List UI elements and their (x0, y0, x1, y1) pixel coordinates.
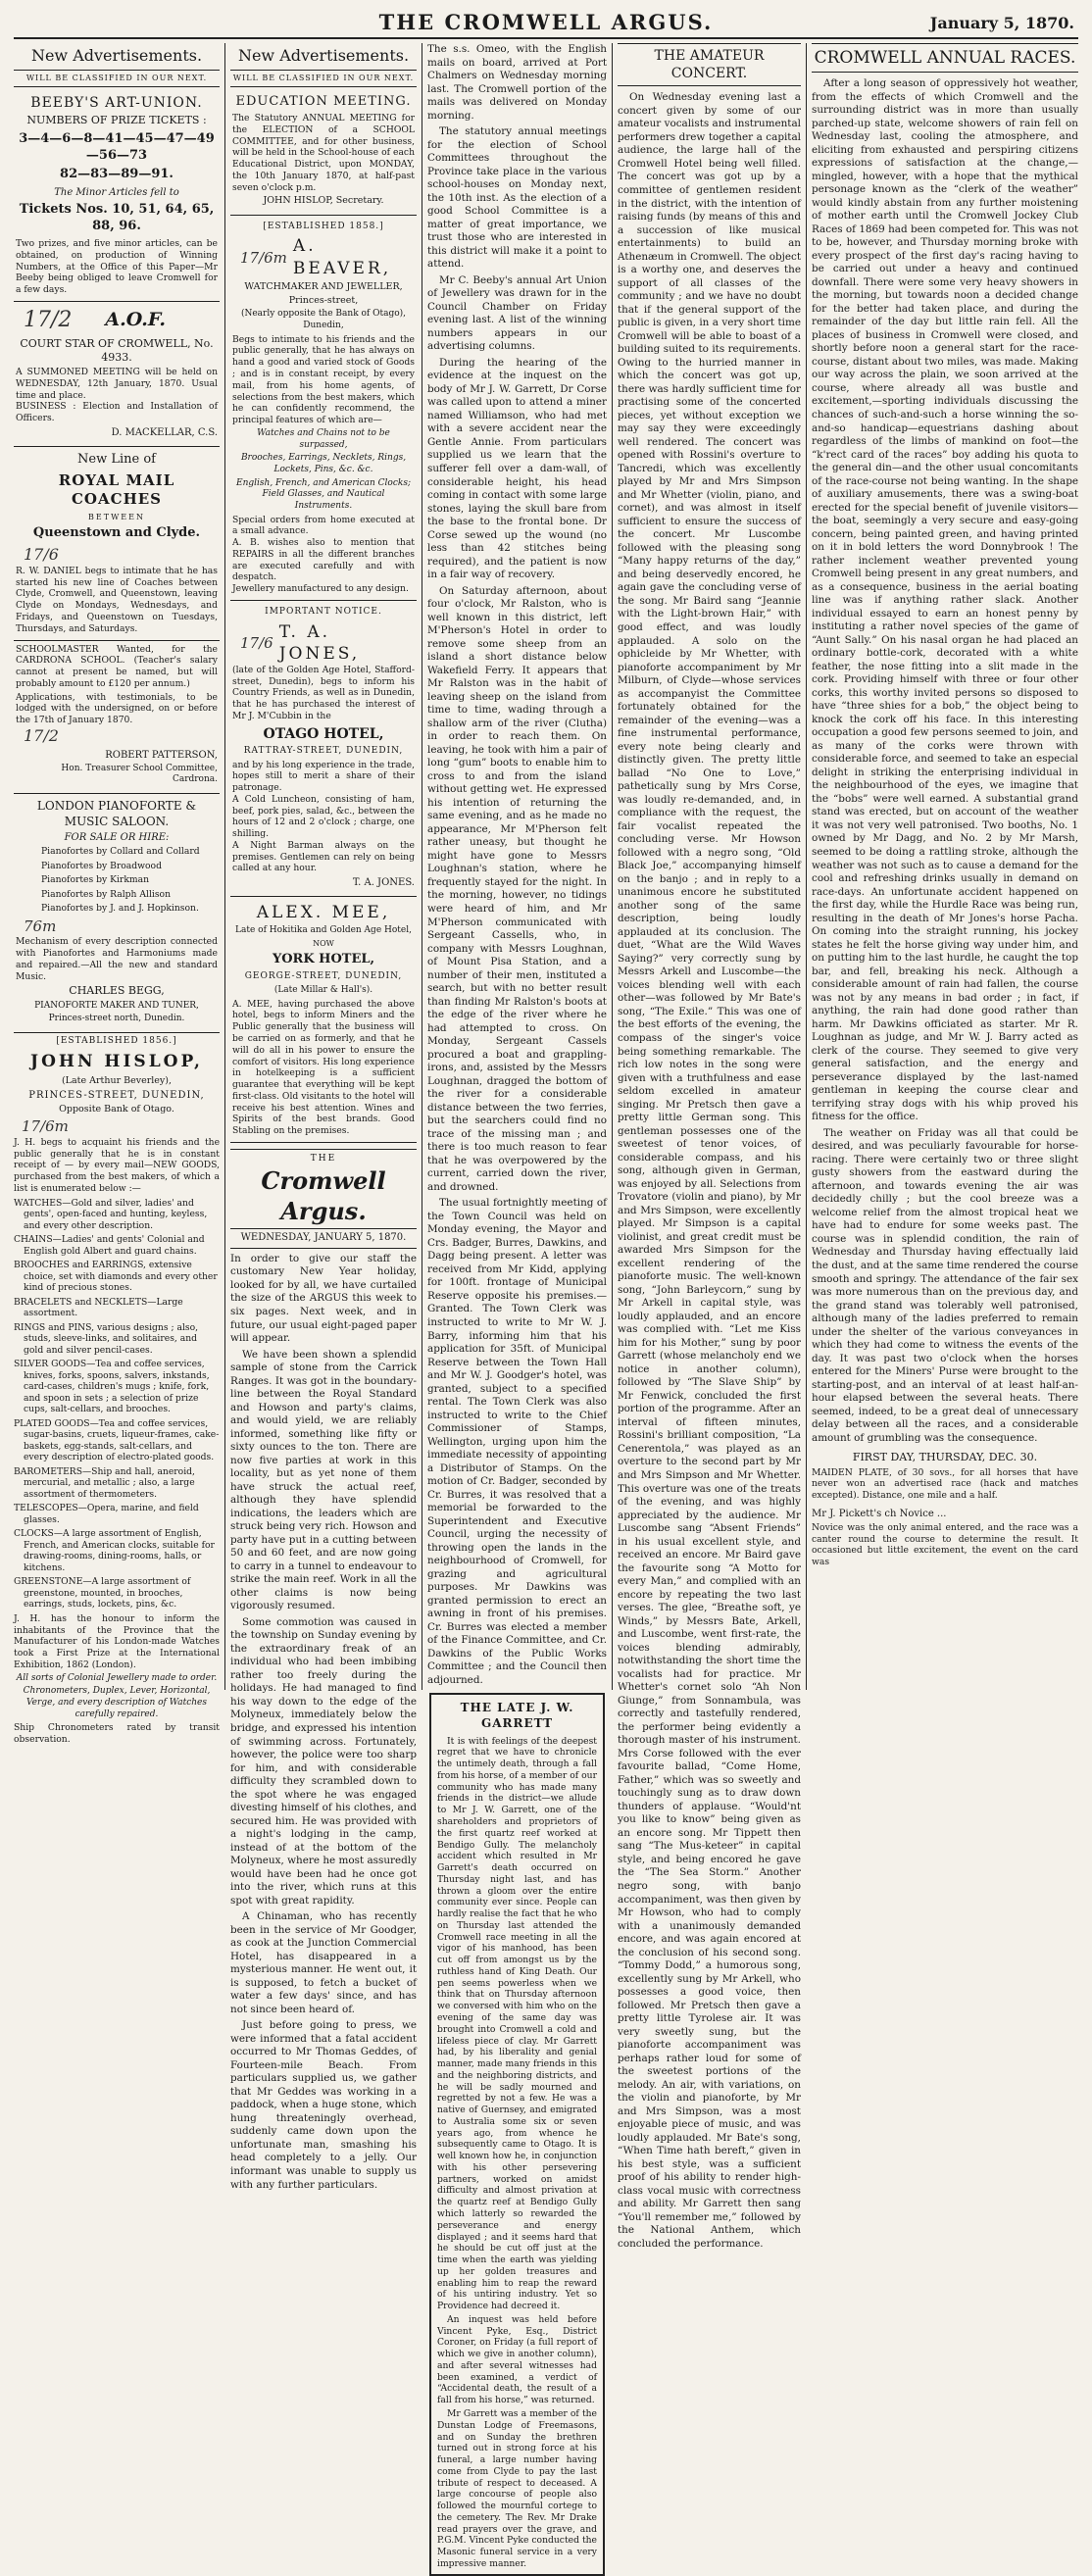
list-item: RINGS and PINS, various designs ; also, studs, sleeve-links, and solitaires, and gold and silver pencil-cases. (14, 1321, 199, 1356)
winning-numbers: 82—83—89—91. (60, 167, 174, 182)
ad-item: Brooches, Earrings, Necklets, Rings, Lockets, Pins, &c. &c. (240, 453, 407, 474)
column-rule (224, 43, 225, 1690)
race-result: Novice was the only animal entered, and the race was a canter round the course to determine the result. It occasioned but little excitement, the event on the card was (812, 1521, 1078, 1568)
ad-item: Watches and Chains not to be surpassed, (257, 427, 390, 450)
ad-near: (Nearly opposite the Bank of Otago), Dunedin, (240, 309, 407, 331)
handwritten-note: 17/2 (24, 307, 73, 332)
ad-signature: Hon. Treasurer School Committee, Cardrona. (61, 763, 218, 785)
ad-title: BEEBY'S ART-UNION. (30, 95, 203, 112)
ad-established: [ESTABLISHED 1856.] (56, 1035, 177, 1046)
ad-opposite: Opposite Bank of Otago. (59, 1104, 174, 1115)
race-entry: Mr J. Pickett's ch Novice ... (812, 1508, 947, 1519)
jones-ad (230, 601, 417, 897)
list-item: SILVER GOODS—Tea and coffee services, knives, forks, spoons, salvers, inkstands, card-cases, children's mugs ; knife, fork, and spoon in sets ; a selection of prize cups, salt-cellars, and brooches. (14, 1359, 210, 1415)
ad-title: JOHN HISLOP, (30, 1051, 203, 1071)
london-pianoforte-ad (14, 794, 220, 1033)
column-1 (14, 43, 220, 1746)
ad-title: ALEX. MEE, (256, 903, 391, 923)
race-description: MAIDEN PLATE, of 30 sovs., for all horses that have never won an advertised race (hack and matches excepted). Distance, one mile and a half. (812, 1466, 1078, 1502)
ad-body: Jewellery manufactured to any design. (232, 583, 409, 595)
list-item: Pianofortes by Broadwood (41, 860, 162, 871)
editorial-paragraph: We have been shown a splendid sample of stone from the Carrick Ranges. It was got in the boundary-line between the Royal Standard and Howson and party's claims, and would yield, we are reliably informed, something like fifty or sixty ounces to the ton. There are now five parties at work in this locality, but as yet none of them have struck the actual reef, although they have splendid indications, the leaders which are struck being very rich. Howson and party have put in a cutting between 50 and 60 feet, and are now going to carry in a tunnel to endeavour to strike the main reef. Work in all the other claims is now being vigorously resumed. (230, 1348, 417, 1612)
winning-numbers: 3—4—6—8—41—45—47—49—56—73 (19, 130, 215, 163)
column-header: New Advertisements. (230, 43, 417, 71)
article-title: THE AMATEUR CONCERT. (618, 43, 801, 86)
beeby-art-union-ad (14, 91, 220, 302)
list-item: Pianofortes by Ralph Allison (41, 888, 172, 900)
list-item: WATCHES—Gold and silver, ladies' and gents', open-faced and hunting, keyless, and every other description. (14, 1197, 208, 1231)
column-subheader: WILL BE CLASSIFIED IN OUR NEXT. (230, 71, 417, 87)
news-paragraph: Mr C. Beeby's annual Art Union of Jewellery was drawn for in the Council Chamber on Friday evening last. A list of the winning numbers appears in our advertising columns. (427, 273, 607, 353)
ad-body: R. W. DANIEL begs to intimate that he has started his new line of Coaches between Clyde, Cromwell, and Queenstown, leaving Clyde on Mondays, Wednesdays, and Fridays, and Queenstown on Tuesdays, Thursdays, and Saturdays. (16, 565, 218, 634)
list-item: BAROMETERS—Ship and hall, aneroid, mercurial, and metallic ; also, a large assortment of thermometers. (14, 1465, 195, 1500)
ad-body: Two prizes, and five minor articles, can be obtained, on production of Winning Numbers, at the Office of this Paper—Mr Beeby being obliged to leave Cromwell for a few days. (16, 238, 218, 296)
handwritten-note: 17/6m (22, 1117, 69, 1136)
news-paragraph: The statutory annual meetings for the election of School Committees throughout the Province take place in the various school-houses on Monday next, the 10th inst. As the election of a good School Committee is a matter of great importance, we trust those who are interested in this district will make it a point to attend. (427, 125, 607, 271)
ad-made: All sorts of Colonial Jewellery made to order. (16, 1672, 218, 1683)
ad-item: English, French, and American Clocks; Field Glasses, and Nautical Instruments. (236, 477, 411, 511)
publication-date: WEDNESDAY, JANUARY 5, 1870. (230, 1228, 417, 1244)
ad-body: Mechanism of every description connected with Pianofortes and Harmoniums made and repaired.—All the new and standard Music. (16, 936, 218, 982)
publication-the: THE (310, 1153, 337, 1164)
ad-body: J. H. begs to acquaint his friends and the public generally that he is in constant receipt of — by every mail—NEW GOODS, purchased from the best makers, of which a list is enumerated below :— (14, 1136, 220, 1195)
ad-ship: Ship Chronometers rated by transit observation. (14, 1722, 220, 1746)
ad-chrono: Chronometers, Duplex, Lever, Horizontal, Verge, and every description of Watches carefully repaired. (23, 1686, 211, 1719)
list-item: TELESCOPES—Opera, marine, and field glasses. (14, 1503, 199, 1525)
ad-now: NOW (313, 939, 334, 949)
ad-body: A Cold Luncheon, consisting of ham, beef, pork pies, salad, &c., between the hours of 12 and 2 o'clock ; charge, one shilling. (232, 793, 415, 840)
race-day-heading: FIRST DAY, THURSDAY, DEC. 30. (852, 1451, 1038, 1464)
ad-street: RATTRAY-STREET, DUNEDIN, (243, 745, 404, 756)
races-paragraph: After a long season of oppressively hot weather, from the effects of which Cromwell and the surrounding district was in more than usually parched-up state, welcome showers of rain fell on Wednesday last, cooling the atmosphere, and eliciting from exhausted and perspiring citizens expressions of satisfaction at the change,—mingled, however, with a hope that the mythical personage known as the “clerk of the weather” would kindly abstain from any further moistening of mother earth until the Cromwell Jockey Club Races of 1869 had been competed for. This was not to be, however, and Thursday morning broke with every prospect of the first day's racing having to be carried out under a heavy and continued downfall. There were some very heavy showers in the morning, but towards noon a decided change for the better had taken place, and during the remainder of the day but little rain fell. All the places of business in Cromwell were closed, and shortly before noon a general start for the race-course, distant about two miles, was made. Making our way across the plain, we soon arrived at the course, where already all was bustle and excitement,—sporting individuals discussing the chances of such-and-such a horse winning the so-and-so handicap—equestrians dashing about regardless of the limbs of mankind on foot—the “k'rect card of the races” boy adding his quota to the general din—and the other usual concomitants of the race-course not being wanting. In the shape of auxiliary amusements, there was a swing-boat erected for the special benefit of juvenile visitors—the boat, seemingly a very secure and easy-going concern, being painted green, and having printed on it in bold letters the word Donnybrook ! The rather inclement weather prevented young Cromwell being present in any great numbers, and as a consequence, business in the aerial boating line was if anything rather slack. Another individual essayed to earn an honest penny by instituting a rather novel species of the game of “Aunt Sally.” On his nasal organ he had placed an ordinary bottle-cork, decorated with a white feather, the nose fitting into a slit made in the cork. Providing himself with three or four other corks, this worthy invited persons so disposed to have “three shies for a bob,” the object being to knock the cork off his face. In this interesting occupation a good few persons seemed to join, and as many of the corks were thrown with considerable force, and seemed to take an especial delight in striking the enterprising individual in the neighbourhood of the eyes, we imagine that the “bobs” were well earned. A substantial grand stand was erected, but on account of the weather it was not very well patronised. Two booths, No. 1 owned by Mr Dagg, and No. 2 by Mr Marsh, seemed to be doing a rattling stroke, although the weather was not such as to cause a demand for the cool and refreshing drinks usually in demand on race-days. An unfortunate accident happened on the first day, while the Hurdle Race was being run, resulting in the death of Mr Jones's horse Pacha. On coming into the straight running, his jockey states he felt the horse giving way under him, and on putting him to the last hurdle, he caught the top bar, and fell, breaking his neck. Although a considerable amount of rain had fallen, the course was not by any means in bad order ; in fact, if anything, the rain had done good rather than harm. Mr Dawkins officiated as starter. Mr R. Loughnan as judge, and Mr W. J. Barry acted as clerk of the course. They seemed to give very general satisfaction, and the energy and perseverance displayed by the last-named gentleman in keeping the course clear and terrifying stray dogs with his whip proved his fitness for the office. (812, 77, 1078, 1123)
ad-body: A Night Barman always on the premises. Gentlemen can rely on being called at any hour. (232, 839, 415, 874)
ad-late: (Late Millar & Hall's). (273, 985, 373, 995)
numbers-label: NUMBERS OF PRIZE TICKETS : (26, 114, 207, 127)
ad-title: A. BEAVER, (292, 236, 392, 278)
column-rule (806, 43, 807, 1690)
column-rule (612, 43, 613, 1690)
obituary-paragraph: Mr Garrett was a member of the Dunstan Lodge of Freemasons, and on Sunday the brethren turned out in strong force at his funeral, a large number having come from Clyde to pay the last tribute of respect to deceased. A large concourse of people also followed the mournful cortege to the cemetery. The Rev. Mr Drake read prayers over the grave, and P.G.M. Vincent Pyke conducted the Masonic funeral service in a very impressive manner. (437, 2408, 597, 2569)
news-paragraph: During the hearing of the evidence at the inquest on the body of Mr J. W. Garrett, Dr Corse was called upon to attend a miner named Williamson, who had met with a severe accident near the Gentle Annie. From particulars supplied us we learn that the sufferer fell over a dam-wall, of considerable height, his head coming in contact with some large stones, laying the skull bare from the base to the frontal bone. Dr Corse sewed up the wound (no less than 42 stitches being required), and the patient is now in a fair way of recovery. (427, 356, 607, 581)
concert-paragraph: On Wednesday evening last a concert given by some of our amateur vocalists and instrumental performers drew together a capital audience, the large hall of the Cromwell Hotel being well filled. The concert was got up by a committee of gentlemen resident in the district, with the intention of raising funds (by means of this and a succession of like musical entertainments) to build an Athenæum in Cromwell. The object is a worthy one, and deserves the support of all classes of the community ; and we have no doubt that if the general support of the public is given, in a very short time Cromwell will be able to boast of a building suited to its requirements. Owing to the hurried manner in which the concert was got up, there was hardly sufficient time for practising some of the concerted pieces, yet without exception we may say they were exceedingly well rendered. The concert was opened with Rossini's overture to Tancredi, which was excellently played by Mr and Mrs Simpson and Mr Whetter (violin, piano, and cornet), and was almost in itself sufficient to ensure the success of the concert. Mr Luscombe followed with the pleasing song “Many happy returns of the day,” and being deservedly encored, he again gave the concluding verse of the song. Mr Baird sang “Jeannie with the Light-brown Hair,” with good effect, and was loudly applauded. A solo on the ophicleide by Mr Whetter, with pianoforte accompaniment by Mr Milburn, of Clyde—whose services as accompanyist the Committee fortunately obtained for the remainder of the evening—was a fine instrumental performance, every note being clearly and distinctly given. The pretty little ballad “No One to Love,” pathetically sung by Mrs Corse, was loudly re-demanded, and, in compliance with the request, the fair vocalist repeated the concluding verse. Mr Howson followed with a negro song, “Old Black Joe,” accompanying himself on the banjo ; and in reply to a unanimous encore he substituted another song of the same description, being loudly applauded at its conclusion. The duet, “What are the Wild Waves Saying?” very correctly sung by Messrs Arkell and Luscombe—the voices blending well with each other—was followed by Mr Bate's song, “The Exile.” This was one of the best efforts of the evening, the compass of the singer's voice being something remarkable. The rich low notes in the song were given with a truthfulness and ease seldom excelled in amateur singing. Mr Pretsch then gave a pretty little German song. This gentleman possesses one of the sweetest of tenor voices, of considerable compass, and his song, although given in German, was enjoyed by all. Selections from Trovatore (violin and piano), by Mr and Mrs Simpson, were excellently played. Mr Simpson is a capital violinist, and great credit must be awarded Mrs Simpson for the excellent rendering of the pianoforte music. The well-known song, “John Barleycorn,” sung by Mr Arkell in capital style, was loudly applauded, and an encore was complied with. “Let me Kiss him for his Mother,” sung by poor Garrett (whose melancholy end we notice in another column), followed by “The Slave Ship” by Mr Fenwick, concluded the first portion of the programme. After an interval of fifteen minutes, Rossini's brilliant composition, “La Cenerentola,” was played as an overture to the second part by Mr and Mrs Simpson and Mr Whetter. This overture was one of the treats of the evening, and was highly appreciated by the audience. Mr Luscombe sang “Absent Friends” in his usual excellent style, and received an encore. Mr Baird gave the favourite song “A Motto for every Man,” and complied with an encore by repeating the two last verses. The glee, “Breathe soft, ye Winds,” by Messrs Bate, Arkell, and Luscombe, went first-rate, the voices blending admirably, notwithstanding the short time the vocalists had for practice. Mr Whetter's cornet solo “Ah Non Giunge,” from Sonnambula, was correctly and tastefully rendered, the performer being evidently a thorough master of his instrument. Mrs Corse followed with the ever favourite ballad, “Come Home, Father,” which was so sweetly and touchingly sung as to draw down thunders of applause. “Would'nt you like to know” being given as an encore song. Mr Tippett then sang “The Mus-keteer” in capital style, and being encored he gave the “The Sea Storm.” Another negro song, with banjo accompaniment, was then given by Mr Howson, who had to comply with a unanimously demanded encore, and was again encored at the conclusion of his second song. “Tommy Dodd,” a humorous song, excellently sung by Mr Arkell, who possesses a good voice, then followed. Mr Pretsch then gave a pretty little Tyrolese air. It was very sweetly sung, but the pianoforte accompaniment was perhaps rather loud for some of the sweetest portions of the melody. An air, with variations, on the violin and pianoforte, by Mr and Mrs Simpson, was a most enjoyable piece of music, and was loudly applauded. Mr Bate's song, “When Time hath bereft,” given in his best style, was a sufficient proof of his ability to render high-class vocal music with correctness and ability. Mr Garrett then sang “You'll remember me,” followed by the National Anthem, which concluded the performance. (618, 91, 801, 2250)
editorial-paragraph: A Chinaman, who has recently been in the service of Mr Goodger, as cook at the Junction Commercial Hotel, has disappeared in a mysterious manner. He went out, it is supposed, to fetch a bucket of water a few days' since, and has not since been heard of. (230, 1910, 417, 2015)
news-paragraph: The usual fortnightly meeting of the Town Council was held on Monday evening, the Mayor and Crs. Badger, Burres, Dawkins, and Dagg being present. A letter was received from Mr Kidd, applying for 100ft. frontage of Municipal Reserve opposite his premises.—Granted. The Town Clerk was instructed to write to Mr W. J. Barry, informing him that his application for 35ft. of Municipal Reserve between the Town Hall and Mr W. J. Goodger's hotel, was granted, subject to a specified rental. The Town Clerk was also instructed to write to the Chief Commissioner of Stamps, Wellington, urging upon him the immediate necessity of appointing a Distributor of Stamps. On the motion of Cr. Badger, seconded by Cr. Burres, it was resolved that a memorial be forwarded to the Superintendent and Executive Council, urging the necessity of throwing open the lands in the neighbourhood of Cromwell, for grazing and agricultural purposes. Mr Dawkins was granted permission to erect an awning in front of his premises. Cr. Burres was elected a member of the Finance Committee, and Cr. Dawkins of the Public Works Committee ; and the Council then adjourned. (427, 1197, 607, 1686)
column-2 (230, 43, 417, 2191)
aof-ad (14, 302, 220, 447)
aof-emblem: A.O.F. (105, 308, 167, 330)
column-4 (618, 43, 801, 2250)
ad-hotel: OTAGO HOTEL, (263, 725, 384, 742)
list-item: CHAINS—Ladies' and gents' Colonial and English gold Albert and guard chains. (14, 1234, 205, 1257)
ad-street: PRINCES-STREET, DUNEDIN, (28, 1090, 205, 1102)
ad-body: Applications, with testimonials, to be lodged with the undersigned, on or before the 17th of January 1870. (16, 691, 218, 726)
list-item: CLOCKS—A large assortment of English, French, and American clocks, suitable for drawing-rooms, dining-rooms, halls, or kitchens. (14, 1528, 215, 1573)
news-paragraph: On Saturday afternoon, about four o'clock, Mr Ralston, who is well known in this district, left M'Pherson's Hotel in order to remove some sheep from an island a short distance below Wakefield Ferry. It appears that Mr Ralston was in the habit of leaving sheep on the island from time to time, wading through a shallow arm of the river (Clutha) in order to reach them. On leaving, he took with him a pair of long “gum” boots to enable him to cross to and from the island without getting wet. He expressed his intention of returning the same evening, and as he made no appearance, Mr M'Pherson felt rather uneasy, but thought he might have gone to Messrs Loughnan's station, where he frequently stayed for the night. In the morning, however, no tidings were heard of him, and Mr M'Pherson communicated with Sergeant Cassells, who, in company with Messrs Loughnan, of Mount Pisa Station, and a number of their men, instituted a search, but with no better result than finding Mr Ralston's boots at the edge of the river where he had attempted to cross. On Monday, Sergeant Cassels procured a boat and grappling-irons, and, assisted by the Messrs Loughnan, dragged the bottom of the river for a considerable distance between the two ferries, but the searchers could find no trace of the missing man ; and there is too much reason to fear that he was overpowered by the current, carried down the river, and drowned. (427, 584, 607, 1193)
ad-title: ROYAL MAIL COACHES (58, 471, 175, 509)
minor-articles: The Minor Articles fell to (54, 187, 179, 199)
news-paragraph: The s.s. Omeo, with the English mails on board, arrived at Port Chalmers on Wednesday morning last. The Cromwell portion of the mails was delivered on Monday morning. (427, 43, 607, 122)
list-item: Pianofortes by Collard and Collard (41, 846, 200, 858)
handwritten-note: 17/2 (24, 725, 59, 745)
ad-established: [ESTABLISHED 1858.] (263, 221, 384, 231)
court-name: COURT STAR OF CROMWELL, No. 4933. (20, 336, 214, 364)
ad-body: Special orders from home executed at a small advance. (232, 514, 415, 537)
obituary-title: THE LATE J. W. GARRETT (460, 1701, 574, 1731)
masthead-date: January 5, 1870. (929, 14, 1074, 32)
ad-signature: D. MACKELLAR, C.S. (111, 426, 218, 438)
handwritten-note: 17/6 (240, 634, 273, 653)
editorial-paragraph: Just before going to press, we were informed that a fatal accident occurred to Mr Thomas Geddes, of Fourteen-mile Beach. From particulars supplied us, we gather that Mr Geddes was working in a paddock, when a huge stone, which hung threateningly overhead, suddenly came down upon the unfortunate man, smashing his head completely to a jelly. Our informant was unable to supply us with any further particulars. (230, 2019, 417, 2191)
list-item: BROOCHES and EARRINGS, extensive choice, set with diamonds and every other kind of precious stones. (14, 1260, 218, 1294)
education-meeting-ad (230, 91, 417, 216)
ad-route: Queenstown and Clyde. (32, 525, 201, 541)
handwritten-note: 17/6m (240, 248, 287, 267)
ad-signature: CHARLES BEGG, (69, 984, 165, 998)
ad-trade: WATCHMAKER AND JEWELLER, (244, 280, 403, 292)
ad-body: (late of the Golden Age Hotel, Stafford-street, Dunedin), begs to inform his Country Friends, as well as in Dunedin, that he has purchased the interest of Mr J. M'Cubbin in the (232, 664, 415, 721)
ad-title: T. A. JONES, (278, 621, 361, 664)
ad-body: A SUMMONED MEETING will be held on WEDNESDAY, 12th January, 1870. Usual time and place. (16, 367, 218, 401)
ad-signature: ROBERT PATTERSON, (105, 749, 218, 761)
ad-signature: T. A. JONES. (352, 877, 415, 889)
beaver-ad (230, 216, 417, 601)
ad-signature: Princes-street north, Dunedin. (48, 1014, 185, 1024)
minor-tickets: Tickets Nos. 10, 51, 64, 65, 88, 96. (19, 202, 215, 234)
ad-body: and by his long experience in the trade, hopes still to merit a share of their patronage. (232, 759, 415, 794)
hislop-ad (14, 1036, 220, 1746)
ad-business: BUSINESS : Election and Installation of Officers. (16, 401, 218, 424)
column-3 (427, 43, 607, 2569)
handwritten-note: 76m (24, 916, 57, 935)
obituary-paragraph: An inquest was held before Vincent Pyke, Esq., District Coroner, on Friday (a full report of which we give in another column), and after several witnesses had been examined, a verdict of “Accidental death, the result of a fall from his horse,” was returned. (437, 2313, 597, 2406)
editorial-paragraph: In order to give our staff the customary New Year holiday, looked for by all, we have curtailed the size of the ARGUS this week to six pages. Next week, and in future, our usual eight-paged paper will appear. (230, 1252, 417, 1345)
ad-honour: J. H. has the honour to inform the inhabitants of the Province that the Manufacturer of his London-made Watches took a First Prize at the International Exhibition, 1862 (London). (14, 1612, 220, 1670)
royal-mail-coaches-ad (14, 447, 220, 641)
races-paragraph: The weather on Friday was all that could be desired, and was peculiarly favourable for horse-racing. There were certainly two or three slight gusty showers from the eastward during the afternoon, and towards evening the air was decidedly chilly ; but the cool breeze was a welcome relief from the almost tropical heat we have had to endure for some weeks past. The course was in splendid condition, the rain of Wednesday and Thursday having effectually laid the dust, and at the same time rendered the course smooth and springy. The attendance of the fair sex was more numerous than on the previous day, and the grand stand was tolerably well patronised, although many of the ladies preferred to remain under the shelter of the various conveyances in which they had come to witness the events of the day. It was past two o'clock when the horses entered for the Miners' Purse were brought to the starting-post, and an interval of at least half-an-hour elapsed between the several heats. There seemed, indeed, to be a great deal of unnecessary delay between all the races, and a considerable amount of grumbling was the consequence. (812, 1126, 1078, 1444)
column-header: New Advertisements. (14, 43, 220, 71)
ad-street: GEORGE-STREET, DUNEDIN, (244, 971, 403, 982)
ad-signature: PIANOFORTE MAKER AND TUNER, (34, 1000, 199, 1011)
column-subheader: WILL BE CLASSIFIED IN OUR NEXT. (14, 71, 220, 87)
ad-hotel: YORK HOTEL, (272, 952, 375, 967)
ad-notice: IMPORTANT NOTICE. (265, 607, 382, 618)
masthead (14, 8, 1078, 39)
ad-line: New Line of (77, 451, 156, 467)
ad-late: Late of Hokitika and Golden Age Hotel, (235, 925, 412, 936)
list-item: Pianofortes by J. and J. Hopkinson. (41, 903, 199, 915)
list-item: GREENSTONE—A large assortment of greenstone, mounted, in brooches, earrings, studs, lockets, pins, &c. (14, 1576, 191, 1610)
publication-header (230, 1149, 417, 1249)
masthead-title: THE CROMWELL ARGUS. (378, 10, 714, 34)
ad-forsale: FOR SALE OR HIRE: (64, 832, 170, 844)
ad-body: The Statutory ANNUAL MEETING for the ELECTION of a SCHOOL COMMITTEE, and for other business, will be held in the School-house of each Educational District, upon MONDAY, the 10th January 1870, at half-past seven o'clock p.m. (232, 113, 415, 193)
ad-body: A. MEE, having purchased the above hotel, begs to inform Miners and the Public generally that the business will be carried on as formerly, and that he will do all in his power to ensure the comfort of visitors. His long experience in hotelkeeping is a sufficient guarantee that everything will be kept first-class. Old visitants to the hotel will receive his best attention. Wines and Spirits of the best brands. Good Stabling on the premises. (232, 998, 415, 1137)
handwritten-note: 17/6 (24, 545, 59, 565)
ad-late: (Late Arthur Beverley), (61, 1074, 173, 1086)
publication-name: Cromwell Argus. (261, 1165, 386, 1225)
ad-between: BETWEEN (88, 512, 145, 521)
ad-signature: JOHN HISLOP, Secretary. (263, 195, 384, 207)
ad-body: A. B. wishes also to mention that REPAIRS in all the different branches are executed carefully and with despatch. (232, 537, 415, 583)
list-item: Pianofortes by Kirkman (41, 874, 149, 886)
column-5 (812, 43, 1078, 1696)
list-item: BRACELETS and NECKLETS—Large assortment. (14, 1296, 183, 1319)
garrett-obituary-box (429, 1693, 605, 2575)
ad-title: LONDON PIANOFORTE & MUSIC SALOON. (36, 799, 197, 828)
schoolmaster-ad (14, 641, 220, 795)
editorial-paragraph: Some commotion was caused in the township on Sunday evening by the extraordinary freak of an individual who had been imbibing rather too freely during the holidays. He had managed to find his way down to the edge of the Molyneux, immediately below the bridge, and expressed his intention of swimming across. Fortunately, however, the police were too sharp for him, and with considerable difficulty they scrambled down to the spot where he was engaged divesting himself of his clothes, and secured him. He was provided with a night's lodging in the camp, instead of at the bottom of the Molyneux, where he most assuredly would have been had he once got into the river, which runs at this spot with great rapidity. (230, 1615, 417, 1907)
ad-body: Begs to intimate to his friends and the public generally, that he has always on hand a good and varied stock of Goods ; and is in constant receipt, by every mail, from his home agents, of selections from the best makers, which he can confidently recommend, the principal features of which are— (232, 333, 415, 426)
list-item: PLATED GOODS—Tea and coffee services, sugar-basins, cruets, liqueur-frames, cake-baskets, egg-stands, salt-cellars, and every description of electro-plated goods. (14, 1417, 220, 1463)
ad-street: Princes-street, (288, 295, 359, 306)
article-title: CROMWELL ANNUAL RACES. (812, 43, 1078, 73)
ad-title: EDUCATION MEETING. (235, 94, 412, 110)
obituary-paragraph: It is with feelings of the deepest regret that we have to chronicle the untimely death, through a fall from his horse, of a member of our community who has made many friends in the district—we allude to Mr J. W. Garrett, one of the shareholders and proprietors of the first quartz reef worked at Bendigo Gully. The melancholy accident which resulted in Mr Garrett's death occurred on Thursday night last, and has thrown a gloom over the entire community ever since. People can hardly realise the fact that he who on Thursday last attended the Cromwell race meeting in all the vigor of his manhood, has been cut off from amongst us by the ruthless hand of King Death. Our pen seems powerless when we think that on Thursday afternoon we conversed with him who on the evening of the same day was brought into Cromwell a cold and lifeless piece of clay. Mr Garrett had, by his liberality and genial manner, made many friends in this and the neighboring districts, and he will be sadly mourned and regretted by not a few. He was a native of Guernsey, and emigrated to Australia some six or seven years ago, from whence he subsequently came to Otago. It is well known how he, in conjunction with his other persevering partners, worked on amidst difficulty and almost privation at the quartz reef at Bendigo Gully which latterly so rewarded the perseverance and energy displayed ; and it seems hard that he should be cut off just at the time when the earth was yielding up her golden treasures and enabling him to reap the reward of his untiring industry. Yet so Providence had decreed it. (437, 1735, 597, 2312)
mee-ad (230, 897, 417, 1143)
ad-body: SCHOOLMASTER Wanted, for the CARDRONA SCHOOL. (Teacher's salary cannot at present be named, but will probably amount to £120 per annum.) (16, 643, 218, 689)
